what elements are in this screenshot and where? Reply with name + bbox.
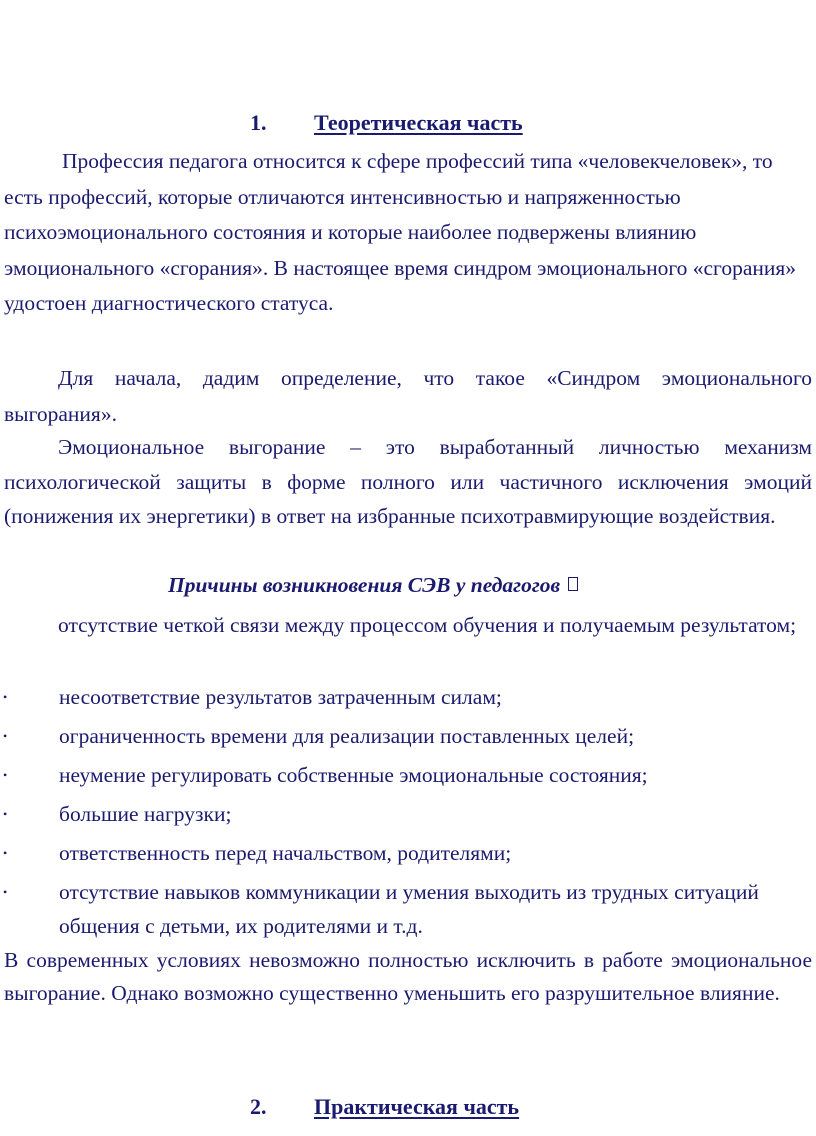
causes-first-item-text: отсутствие четкой связи между процессом обучения и получаемым результатом; — [58, 613, 797, 637]
list-item — [0, 758, 816, 792]
list-item — [0, 680, 816, 714]
bullet-icon: • — [3, 807, 8, 821]
list-item — [0, 719, 816, 753]
conclusion-paragraph: В современных условиях невозможно полностью исключить в работе эмоциональное выгорание. Однако возможно существенно уменьшить его разрушительное влияние. — [4, 948, 812, 1005]
bullet-icon: • — [3, 768, 8, 782]
list-item-text: ответственность перед начальством, родителями; — [59, 841, 512, 865]
list-item-text: отсутствие навыков коммуникации и умения выходить из трудных ситуаций общения с детьми, их родителями и т.д. — [59, 880, 759, 938]
bullet-icon: • — [3, 846, 8, 860]
list-item — [0, 797, 816, 831]
definition-lead-text: Для начала, дадим определение, что такое «Синдром эмоционального выгорания». — [4, 366, 812, 426]
section-2-number: 2. — [250, 1094, 267, 1119]
list-item-text: ограниченность времени для реализации поставленных целей; — [59, 724, 635, 748]
list-item-text: несоответствие результатов затраченным силам; — [59, 685, 502, 709]
intro-paragraph — [4, 144, 812, 322]
section-1-number: 1. — [250, 110, 267, 135]
section-1-title: Теоретическая часть — [314, 110, 523, 135]
list-item — [0, 875, 816, 943]
causes-list — [0, 680, 816, 948]
list-item-text: неумение регулировать собственные эмоциональные состояния; — [59, 763, 648, 787]
causes-title — [168, 573, 578, 598]
section-2-title: Практическая часть — [314, 1094, 520, 1119]
definition-lead-paragraph — [4, 360, 812, 432]
definition-paragraph — [4, 430, 812, 534]
bullet-icon: • — [3, 729, 8, 743]
list-item — [0, 836, 816, 870]
missing-glyph-box-icon — [568, 577, 578, 591]
bullet-icon: • — [3, 885, 8, 899]
bullet-icon: • — [3, 690, 8, 704]
list-item-text: большие нагрузки; — [59, 802, 232, 826]
causes-first-item — [4, 607, 812, 643]
definition-text: Эмоциональное выгорание – это выработанный личностью механизм психологической защиты в форме полного или частичного исключения эмоций (понижения их энергетики) в ответ на избранные психотравмирующие воздействия. — [4, 435, 812, 528]
causes-title-text: Причины возникновения СЭВ у педагогов — [168, 573, 561, 597]
intro-paragraph-text: Профессия педагога относится к сфере профессий типа «человекчеловек», то есть профессий, которые отличаются интенсивностью и напряженностью психоэмоционального состояния и которые наиболее подвержены влиянию эмоционального «сгорания». В настоящее время синдром эмоционального «сгорания» удостоен диагностического статуса. — [4, 149, 797, 315]
